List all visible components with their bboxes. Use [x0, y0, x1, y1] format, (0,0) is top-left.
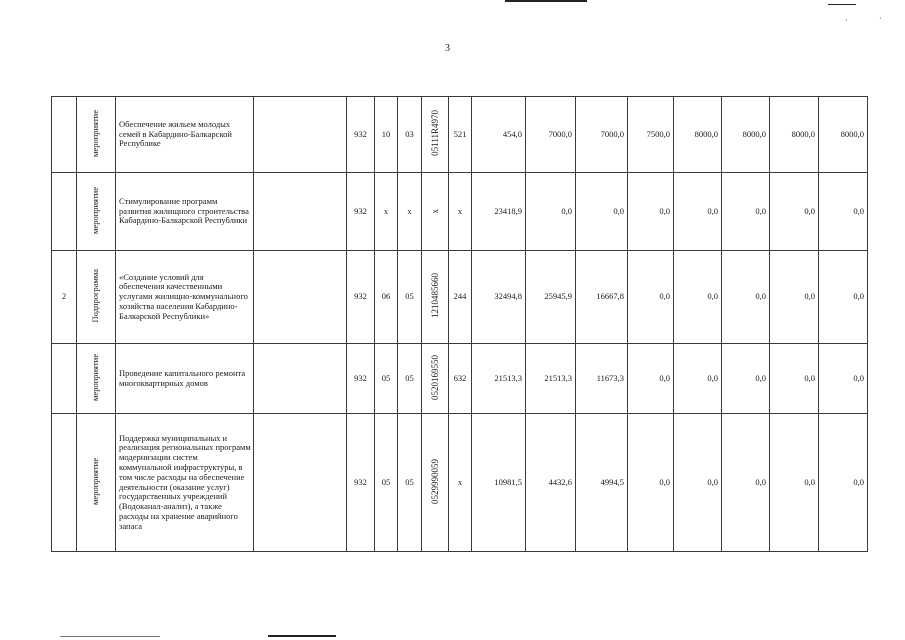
vr-cell: 244: [449, 251, 472, 344]
row-index-cell: [52, 173, 77, 251]
grbs-cell: 932: [347, 97, 375, 173]
executor-cell: [254, 97, 347, 173]
value-cell: 11673,3: [576, 344, 628, 414]
status-cell-text: мероприятие: [90, 186, 101, 234]
executor-cell: [254, 414, 347, 552]
pr-cell: 05: [398, 414, 422, 552]
csr-cell-text: 05111R4970: [429, 110, 440, 157]
value-cell: 25945,9: [526, 251, 576, 344]
value-cell: 0,0: [628, 344, 674, 414]
value-cell: 0,0: [819, 414, 868, 552]
row-index-cell: 2: [52, 251, 77, 344]
rz-cell: 05: [375, 414, 398, 552]
vr-cell: х: [449, 414, 472, 552]
name-cell: Стимулирование программ развития жилищного строительства Кабардино-Балкарской Республики: [116, 173, 254, 251]
name-cell: Обеспечение жильем молодых семей в Кабардино-Балкарской Республике: [116, 97, 254, 173]
grbs-cell: 932: [347, 251, 375, 344]
table-row: [52, 414, 868, 552]
value-cell: 23418,9: [472, 173, 526, 251]
value-cell: 7000,0: [526, 97, 576, 173]
row-index-cell: [52, 414, 77, 552]
value-cell: 8000,0: [674, 97, 722, 173]
scan-dot-right-1: ·: [845, 16, 848, 25]
value-cell: 0,0: [674, 251, 722, 344]
csr-cell-text: 0520169550: [429, 354, 440, 400]
csr-cell-text: 1210485660: [429, 273, 440, 319]
name-cell: «Создание условий для обеспечения качественными услугами жилищно-коммунального хозяйства населения Кабардино-Балкарской Республики»: [116, 251, 254, 344]
value-cell: 0,0: [674, 344, 722, 414]
scan-dot-right-2: ·: [879, 14, 882, 23]
csr-cell-text: х: [429, 209, 440, 214]
table-row: [52, 344, 868, 414]
grbs-cell: 932: [347, 344, 375, 414]
executor-cell: [254, 173, 347, 251]
row-index-cell: [52, 97, 77, 173]
value-cell: 0,0: [722, 251, 770, 344]
scan-line-bottom-mid: [268, 635, 336, 637]
csr-cell: [422, 97, 449, 173]
value-cell: 0,0: [526, 173, 576, 251]
value-cell: 0,0: [770, 414, 819, 552]
status-cell: [77, 97, 116, 173]
value-cell: 0,0: [770, 173, 819, 251]
value-cell: 8000,0: [819, 97, 868, 173]
value-cell: 21513,3: [472, 344, 526, 414]
grbs-cell: 932: [347, 173, 375, 251]
value-cell: 7500,0: [628, 97, 674, 173]
value-cell: 0,0: [770, 344, 819, 414]
scan-line-top-right: [828, 4, 856, 5]
value-cell: 0,0: [722, 414, 770, 552]
name-cell: Поддержка муниципальных и реализация региональных программ модернизации систем коммунальной инфраструктуры, в том числе расходы на обеспечение деятельности (оказание услуг) государственных учреждений (Водоканал-анализ), а также расходы на хранение аварийного запаса: [116, 414, 254, 552]
executor-cell: [254, 251, 347, 344]
vr-cell: х: [449, 173, 472, 251]
pr-cell: 05: [398, 251, 422, 344]
name-cell: Проведение капитального ремонта многоквартирных домов: [116, 344, 254, 414]
value-cell: 32494,8: [472, 251, 526, 344]
status-cell-text: мероприятие: [90, 353, 101, 401]
executor-cell: [254, 344, 347, 414]
value-cell: 21513,3: [526, 344, 576, 414]
value-cell: 0,0: [819, 173, 868, 251]
rz-cell: х: [375, 173, 398, 251]
status-cell: [77, 414, 116, 552]
status-cell: [77, 251, 116, 344]
value-cell: 0,0: [628, 173, 674, 251]
status-cell-text: мероприятие: [90, 457, 101, 505]
grbs-cell: 932: [347, 414, 375, 552]
value-cell: 0,0: [722, 173, 770, 251]
status-cell-text: мероприятие: [90, 109, 101, 157]
value-cell: 4994,5: [576, 414, 628, 552]
value-cell: 0,0: [628, 251, 674, 344]
value-cell: 4432,6: [526, 414, 576, 552]
value-cell: 0,0: [674, 173, 722, 251]
csr-cell: [422, 414, 449, 552]
vr-cell: 521: [449, 97, 472, 173]
page-number: 3: [445, 43, 450, 54]
scan-line-top: [505, 0, 587, 2]
table-row: [52, 97, 868, 173]
value-cell: 0,0: [674, 414, 722, 552]
value-cell: 454,0: [472, 97, 526, 173]
rz-cell: 10: [375, 97, 398, 173]
budget-table-body: [52, 97, 868, 552]
table-row: [52, 251, 868, 344]
status-cell: [77, 173, 116, 251]
table-row: [52, 173, 868, 251]
row-index-cell: [52, 344, 77, 414]
rz-cell: 05: [375, 344, 398, 414]
pr-cell: 03: [398, 97, 422, 173]
csr-cell-text: 0529990059: [429, 458, 440, 504]
csr-cell: [422, 251, 449, 344]
csr-cell: [422, 344, 449, 414]
value-cell: 0,0: [819, 251, 868, 344]
value-cell: 0,0: [628, 414, 674, 552]
value-cell: 0,0: [819, 344, 868, 414]
value-cell: 10981,5: [472, 414, 526, 552]
vr-cell: 632: [449, 344, 472, 414]
value-cell: 0,0: [722, 344, 770, 414]
budget-table: [51, 96, 868, 552]
value-cell: 16667,8: [576, 251, 628, 344]
pr-cell: 05: [398, 344, 422, 414]
value-cell: 8000,0: [770, 97, 819, 173]
value-cell: 0,0: [576, 173, 628, 251]
value-cell: 7000,0: [576, 97, 628, 173]
status-cell-text: Подпрограмма: [90, 268, 101, 323]
value-cell: 0,0: [770, 251, 819, 344]
status-cell: [77, 344, 116, 414]
value-cell: 8000,0: [722, 97, 770, 173]
pr-cell: х: [398, 173, 422, 251]
rz-cell: 06: [375, 251, 398, 344]
csr-cell: [422, 173, 449, 251]
scan-line-bottom-left: [60, 636, 160, 637]
